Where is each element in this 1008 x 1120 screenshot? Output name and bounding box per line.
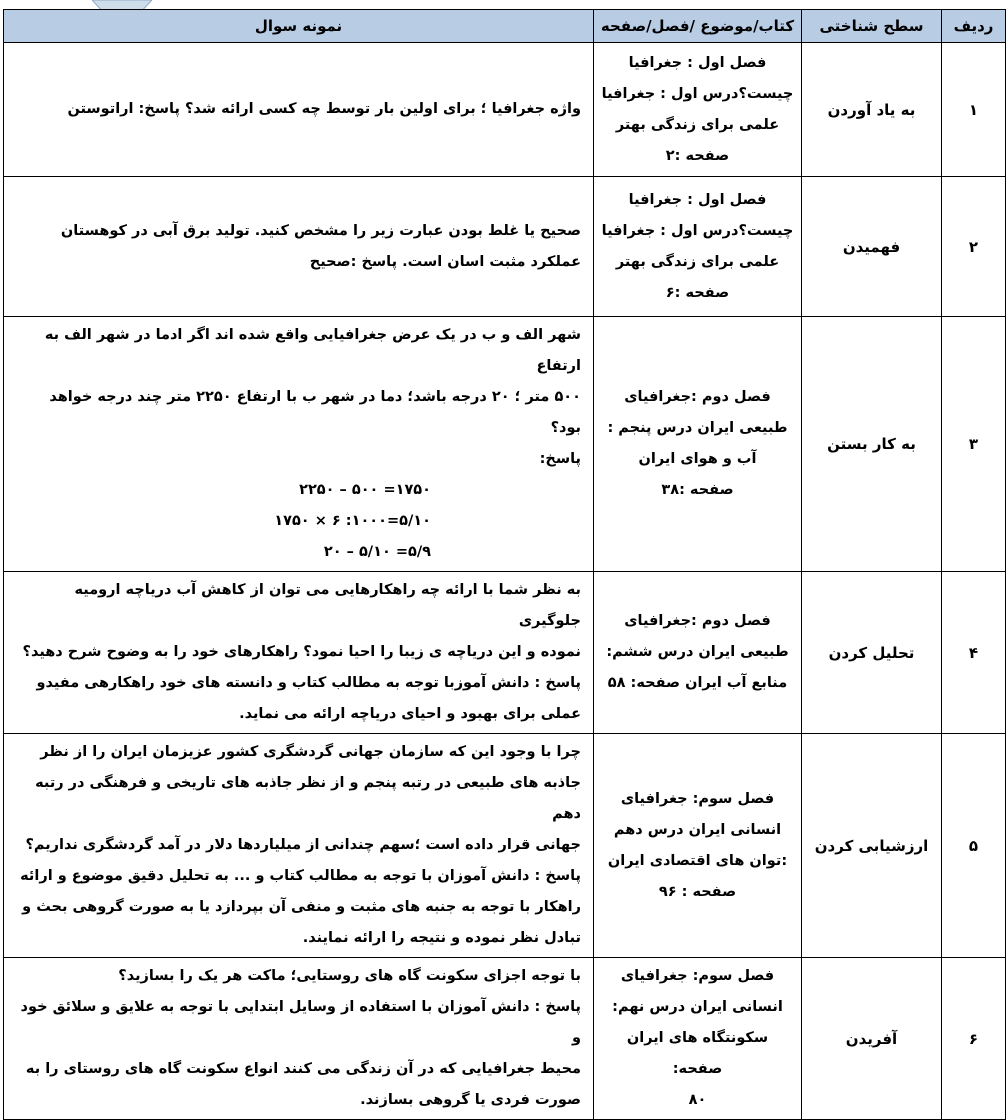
row-number: ۱ bbox=[942, 43, 1006, 177]
sample-question-cell bbox=[4, 317, 594, 572]
sample-line: جاذبه های طبیعی در رتبه پنجم و از نظر جاذبه های تاریخی و فرهنگی در رتبه دهم bbox=[35, 775, 581, 822]
sample-line: به نظر شما با ارائه چه راهکارهایی می توان از کاهش آب دریاچه ارومیه جلوگیری bbox=[74, 582, 581, 629]
book-line: :توان های اقتصادی ایران bbox=[607, 852, 788, 869]
sample-line: عملی برای بهبود و احیای دریاچه ارائه می نماید. bbox=[239, 706, 581, 722]
row-number: ۵ bbox=[942, 734, 1006, 958]
sample-line: پاسخ : دانش آموزبا توجه به مطالب کتاب و دانسته های خود راهکارهی مفیدو bbox=[36, 675, 581, 691]
calc-line: ۲۲۵۰ – ۵۰۰ =۱۷۵۰ bbox=[299, 482, 431, 498]
book-line: صفحه :۶ bbox=[665, 284, 730, 301]
calc-line: ۱۷۵۰ × ۶ :۱۰۰۰=۵/۱۰ bbox=[274, 513, 431, 529]
sample-question-cell bbox=[4, 177, 594, 317]
sample-line: جهانی قرار داده است ؛سهم چندانی از میلیاردها دلار در آمد گردشگری نداریم؟ bbox=[25, 837, 581, 853]
cognitive-level: آفریدن bbox=[802, 958, 942, 1120]
table-header-row bbox=[4, 10, 1006, 43]
sample-line: با توجه اجزای سکونت گاه های روستایی؛ ماکت هر یک را بسازید؟ bbox=[118, 968, 581, 984]
book-line: منابع آب ایران صفحه: ۵۸ bbox=[607, 675, 788, 691]
book-line: فصل اول : جغرافیا bbox=[628, 191, 767, 208]
book-line: فصل دوم :جغرافیای bbox=[624, 389, 771, 405]
table-row bbox=[4, 317, 1006, 572]
calc-line: ۲۰ – ۵/۱۰ =۵/۹ bbox=[323, 544, 431, 560]
sample-line: محیط جغرافیایی که در آن زندگی می کنند انواع سکونت گاه های روستای را به bbox=[25, 1061, 581, 1077]
sample-question-cell bbox=[4, 958, 594, 1120]
cognitive-level: به یاد آوردن bbox=[802, 43, 942, 177]
book-line: سکونتگاه های ایران صفحه: bbox=[626, 1030, 769, 1077]
sample-line: پاسخ : دانش آموزان با استفاده از وسایل ابتدایی با توجه به علایق و سلائق خود و bbox=[20, 999, 581, 1046]
book-line: چیست؟درس اول : جغرافیا bbox=[601, 85, 794, 102]
book-line: فصل اول : جغرافیا bbox=[628, 54, 767, 71]
book-line: صفحه : ۹۶ bbox=[658, 883, 737, 900]
book-topic-cell bbox=[594, 958, 802, 1120]
header-cognitive-level: سطح شناختی bbox=[802, 10, 942, 43]
book-line: چیست؟درس اول : جغرافیا bbox=[601, 222, 794, 239]
sample-question-cell bbox=[4, 734, 594, 958]
cognitive-level: به کار بستن bbox=[802, 317, 942, 572]
sample-line: راهکار با توجه به جنبه های مثبت و منفی آن بپردازد یا به صورت گروهی بحث و bbox=[22, 899, 581, 915]
sample-line: عملکرد مثبت اسان است. پاسخ :صحیح bbox=[309, 253, 581, 270]
book-topic-cell bbox=[594, 734, 802, 958]
sample-line: صورت فردی یا گروهی بسازند. bbox=[360, 1092, 581, 1108]
sample-line: پاسخ: bbox=[539, 451, 581, 467]
book-topic-cell bbox=[594, 43, 802, 177]
sample-line: پاسخ : دانش آموزان با توجه به مطالب کتاب و ... به تحلیل دقیق موضوع و ارائه bbox=[20, 868, 581, 884]
book-line: فصل سوم: جغرافیای bbox=[620, 968, 775, 984]
sample-line: نموده و این دریاچه ی زیبا را احیا نمود؟ راهکارهای خود را به وضوح شرح دهید؟ bbox=[22, 644, 581, 660]
header-row-number: ردیف bbox=[942, 10, 1006, 43]
book-line: صفحه :۲ bbox=[665, 147, 730, 164]
row-number: ۶ bbox=[942, 958, 1006, 1120]
book-line: فصل سوم: جغرافیای bbox=[620, 790, 775, 807]
book-line: فصل دوم :جغرافیای bbox=[624, 613, 771, 629]
sample-question-cell bbox=[4, 43, 594, 177]
table-row bbox=[4, 177, 1006, 317]
cognitive-level: فهمیدن bbox=[802, 177, 942, 317]
sample-line: واژه جغرافیا ؛ برای اولین بار توسط چه کسی ارائه شد؟ پاسخ: اراتوستن bbox=[67, 101, 581, 117]
sample-line: ۵۰۰ متر ؛ ۲۰ درجه باشد؛ دما در شهر ب با ارتفاع ۲۲۵۰ متر چند درجه خواهد بود؟ bbox=[49, 389, 581, 436]
book-topic-cell bbox=[594, 317, 802, 572]
book-line: صفحه :۳۸ bbox=[661, 482, 734, 498]
book-line: ۸۰ bbox=[688, 1092, 707, 1108]
row-number: ۴ bbox=[942, 572, 1006, 734]
calculation-block bbox=[16, 475, 581, 568]
header-book-topic: کتاب/موضوع /فصل/صفحه bbox=[594, 10, 802, 43]
header-sample-question: نمونه سوال bbox=[4, 10, 594, 43]
row-number: ۳ bbox=[942, 317, 1006, 572]
sample-line: چرا با وجود این که سازمان جهانی گردشگری کشور عزیزمان ایران را از نظر bbox=[40, 744, 581, 760]
sample-line: تبادل نظر نموده و نتیجه را ارائه نمایند. bbox=[302, 930, 581, 946]
sample-line: شهر الف و ب در یک عرض جغرافیایی واقع شده اند اگر ادما در شهر الف به ارتفاع bbox=[44, 327, 581, 374]
book-line: آب و هوای ایران bbox=[638, 451, 757, 467]
sample-line: صحیح یا غلط بودن عبارت زیر را مشخص کنید. تولید برق آبی در کوهستان bbox=[60, 222, 581, 239]
book-line: انسانی ایران درس نهم: bbox=[612, 999, 783, 1015]
book-line: علمی برای زندگی بهتر bbox=[615, 116, 780, 133]
table-row bbox=[4, 734, 1006, 958]
sample-question-cell bbox=[4, 572, 594, 734]
book-line: انسانی ایران درس دهم bbox=[613, 821, 782, 838]
book-line: علمی برای زندگی بهتر bbox=[615, 253, 780, 270]
book-line: طبیعی ایران درس پنجم : bbox=[607, 420, 788, 436]
book-line: طبیعی ایران درس ششم: bbox=[606, 644, 789, 660]
cognitive-level: ارزشیابی کردن bbox=[802, 734, 942, 958]
table-row bbox=[4, 958, 1006, 1120]
book-topic-cell bbox=[594, 177, 802, 317]
cognitive-level: تحلیل کردن bbox=[802, 572, 942, 734]
questions-table bbox=[3, 9, 1006, 1120]
table-row bbox=[4, 572, 1006, 734]
table-row bbox=[4, 43, 1006, 177]
book-topic-cell bbox=[594, 572, 802, 734]
row-number: ۲ bbox=[942, 177, 1006, 317]
